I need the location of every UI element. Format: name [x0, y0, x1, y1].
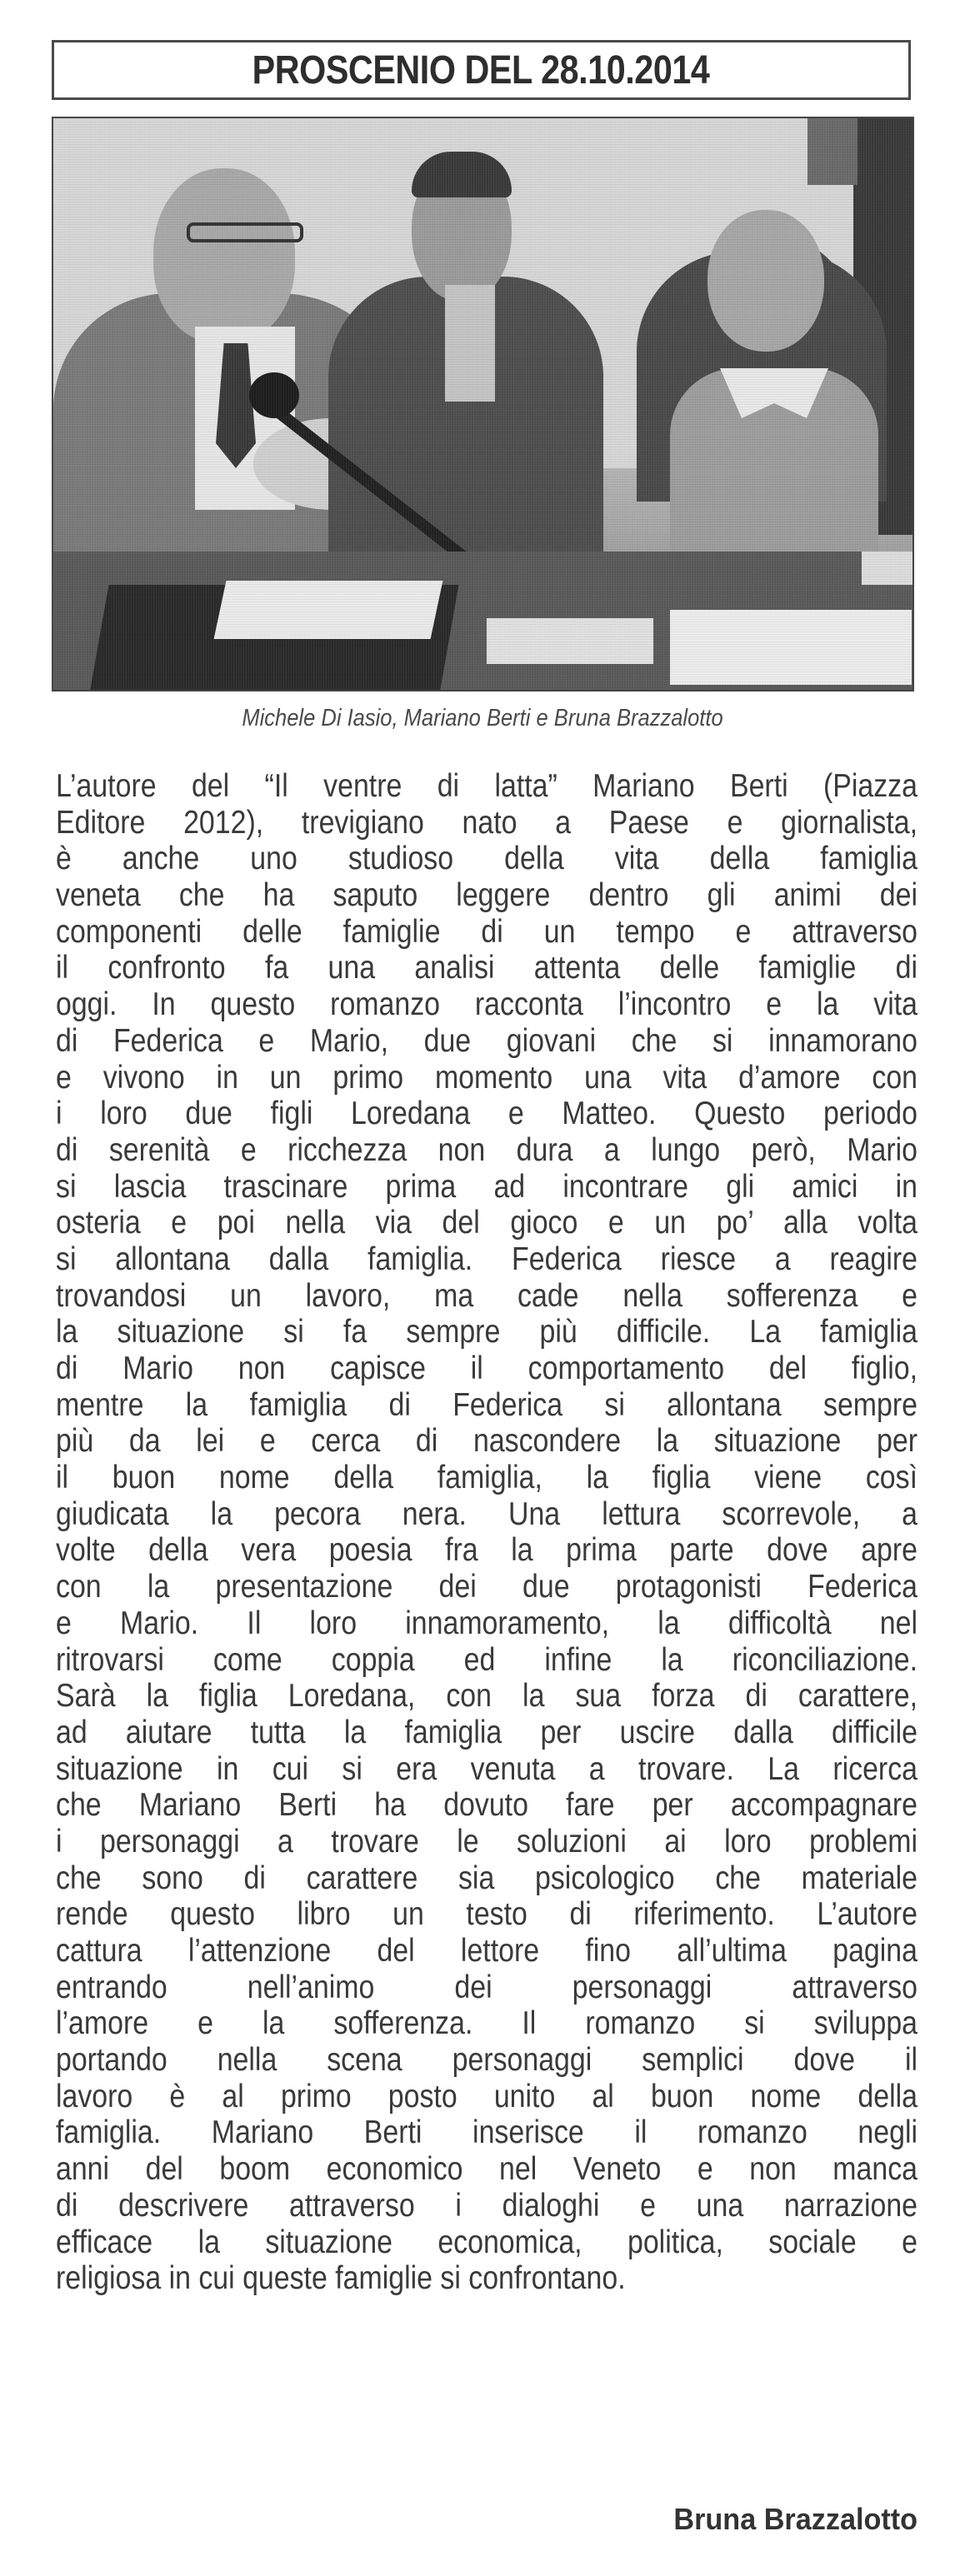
article-line: [56, 1933, 918, 1969]
article-line-text: famiglia. Mariano Berti inserisce il romanzo negli: [56, 2114, 918, 2151]
photo-caption: Michele Di Iasio, Mariano Berti e Bruna Brazzalotto: [242, 705, 723, 731]
article-line-text: mentre la famiglia di Federica si allontana sempre: [56, 1386, 918, 1423]
article-line: [56, 2079, 918, 2115]
article-line: [56, 2151, 918, 2188]
article-line-text: si lascia trascinare prima ad incontrare gli amici in: [56, 1168, 918, 1205]
article-line: [56, 1460, 918, 1496]
article-line: [56, 1824, 918, 1860]
article-line: [56, 986, 918, 1023]
author-signature: Bruna Brazzalotto: [673, 2502, 918, 2536]
article-line-text: cattura l’attenzione del lettore fino all’ultima pagina: [56, 1933, 918, 1969]
article-line-text: il buon nome della famiglia, la figlia viene così: [56, 1460, 918, 1496]
article-line: [56, 2188, 918, 2224]
article-line-text: e vivono in un primo momento una vita d’amore con: [56, 1059, 918, 1096]
article-line: [56, 768, 918, 805]
article-line-text: Sarà la figlia Loredana, con la sua forza di carattere,: [56, 1678, 918, 1715]
article-line: [56, 1532, 918, 1569]
article-line-text: e Mario. Il loro innamoramento, la difficoltà nel: [56, 1605, 918, 1641]
article-line-text: lavoro è al primo posto unito al buon nome della: [56, 2078, 918, 2114]
article-body: [56, 768, 918, 2297]
article-line: [56, 1387, 918, 1424]
article-line-text: di Federica e Mario, due giovani che si innamorano: [56, 1022, 918, 1059]
article-line-text: anni del boom economico nel Veneto e non manca: [56, 2151, 918, 2188]
article-line-text: ritrovarsi come coppia ed infine la riconciliazione.: [56, 1641, 918, 1678]
article-line-text: l’amore e la sofferenza. Il romanzo si sviluppa: [56, 2005, 918, 2042]
article-line: [56, 1241, 918, 1278]
article-line: [56, 2114, 918, 2151]
article-line: [56, 1569, 918, 1605]
article-line-text: veneta che ha saputo leggere dentro gli animi dei: [56, 877, 918, 914]
article-line-text: situazione in cui si era venuta a trovare. La ricerca: [56, 1750, 918, 1787]
article-photo: [52, 117, 914, 691]
article-line-text: volte della vera poesia fra la prima parte dove apre: [56, 1532, 918, 1569]
article-line: [56, 1751, 918, 1788]
article-line-text: oggi. In questo romanzo racconta l’incontro e la vita: [56, 986, 918, 1023]
article-line: [56, 1023, 918, 1060]
article-line: [56, 1787, 918, 1824]
article-line: [56, 877, 918, 914]
article-line-text: efficace la situazione economica, politica, sociale e: [56, 2224, 918, 2260]
article-line-text: Editore 2012), trevigiano nato a Paese e giornalista,: [56, 804, 918, 841]
article-line-text: di descrivere attraverso i dialoghi e una narrazione: [56, 2187, 918, 2224]
article-line: [56, 1642, 918, 1679]
article-line-text: ad aiutare tutta la famiglia per uscire dalla difficile: [56, 1714, 918, 1750]
article-line: [56, 841, 918, 877]
article-line-text: con la presentazione dei due protagonisti Federica: [56, 1569, 918, 1605]
article-line: [56, 1896, 918, 1933]
article-line: [56, 1060, 918, 1096]
article-line-text: entrando nell’animo dei personaggi attraverso: [56, 1969, 918, 2005]
article-line: [56, 1278, 918, 1315]
article-line-text: il confronto fa una analisi attenta delle famiglie di: [56, 950, 918, 986]
article-line: [56, 1860, 918, 1897]
page-title: PROSCENIO DEL 28.10.2014: [252, 47, 710, 92]
article-line: [56, 805, 918, 841]
article-line-text: si allontana dalla famiglia. Federica riesce a reagire: [56, 1241, 918, 1277]
article-line: [56, 1205, 918, 1241]
article-line-text: i loro due figli Loredana e Matteo. Questo periodo: [56, 1096, 918, 1132]
article-line: [56, 2042, 918, 2079]
article-line-text: più da lei e cerca di nascondere la situazione per: [56, 1423, 918, 1460]
article-line: [56, 1715, 918, 1751]
article-line-text: L’autore del “Il ventre di latta” Mariano Berti (Piazza: [56, 768, 918, 804]
article-line-text: che sono di carattere sia psicologico che materiale: [56, 1860, 918, 1896]
article-line: [56, 1678, 918, 1715]
article-line: [56, 1605, 918, 1642]
article-line: [56, 1132, 918, 1169]
article-line-text: i personaggi a trovare le soluzioni ai loro problemi: [56, 1823, 918, 1860]
article-line-text: rende questo libro un testo di riferimento. L’autore: [56, 1896, 918, 1933]
article-line: [56, 1169, 918, 1206]
article-line-text: la situazione si fa sempre più difficile. La famiglia: [56, 1314, 918, 1350]
article-line: [56, 2224, 918, 2261]
article-line: [56, 914, 918, 951]
article-line: [56, 1314, 918, 1350]
article-line: [56, 950, 918, 986]
article-line-text: che Mariano Berti ha dovuto fare per accompagnare: [56, 1787, 918, 1824]
article-line: [56, 1350, 918, 1387]
article-line: [56, 1969, 918, 2006]
article-line-text: di serenità e ricchezza non dura a lungo però, Mario: [56, 1131, 918, 1168]
article-line: [56, 1496, 918, 1533]
article-line-text: osteria e poi nella via del gioco e un po’ alla volta: [56, 1205, 918, 1241]
article-line-text: è anche uno studioso della vita della famiglia: [56, 841, 918, 877]
article-line-text: religiosa in cui queste famiglie si confrontano.: [56, 2260, 626, 2297]
article-line-text: componenti delle famiglie di un tempo e attraverso: [56, 913, 918, 950]
article-line-text: portando nella scena personaggi semplici dove il: [56, 2042, 918, 2079]
article-line-text: di Mario non capisce il comportamento del figlio,: [56, 1350, 918, 1386]
article-line-text: trovandosi un lavoro, ma cade nella sofferenza e: [56, 1277, 918, 1314]
article-line: [56, 2005, 918, 2042]
article-line: [56, 2260, 918, 2297]
article-line-text: giudicata la pecora nera. Una lettura scorrevole, a: [56, 1495, 918, 1532]
article-line: [56, 1423, 918, 1460]
header-box: [52, 40, 911, 100]
article-line: [56, 1096, 918, 1132]
